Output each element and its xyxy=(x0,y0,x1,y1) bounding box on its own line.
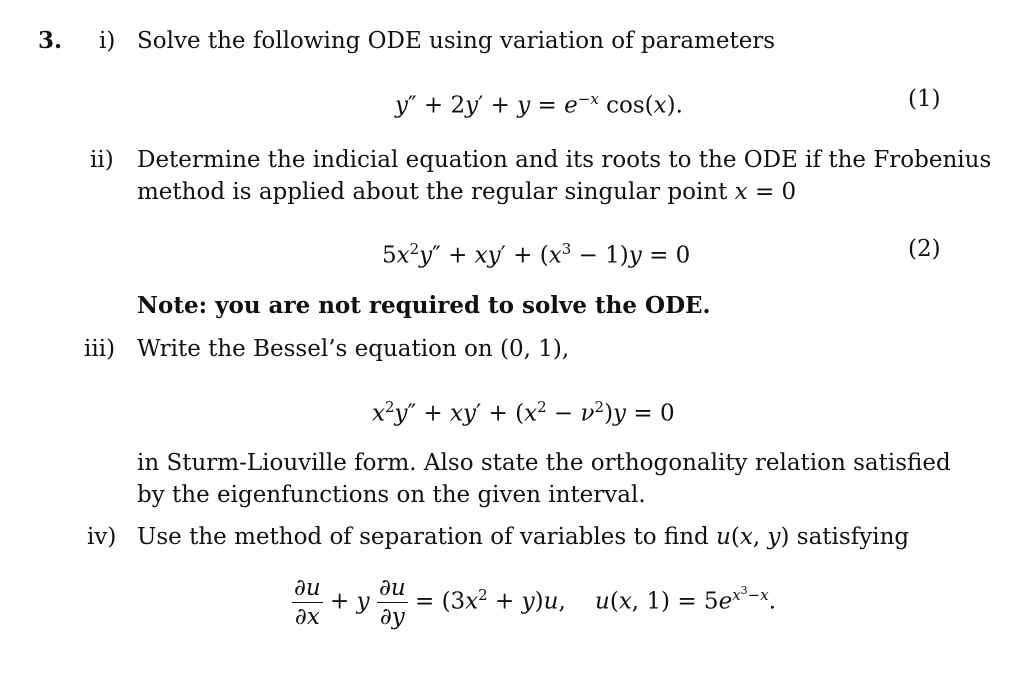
part-iii-after-line-2: by the eigenfunctions on the given interval. xyxy=(137,482,646,508)
equation-1: $y'' + 2y' + y = e^{-x}$ cos(x). xyxy=(395,90,683,119)
equation-1-number: (1) xyxy=(908,86,941,112)
question-number: 3. xyxy=(38,27,63,54)
part-iv-text: Use the method of separation of variables to find u(x, y) satisfying xyxy=(137,524,910,550)
note: Note: you are not required to solve the ODE. xyxy=(137,292,711,319)
part-ii-text-line-2: method is applied about the regular singular point x = 0 xyxy=(137,179,797,205)
equation-2-number: (2) xyxy=(908,236,941,262)
equation-2: $5x^2y'' + xy' + (x^3 - 1)y = 0$ xyxy=(382,240,691,269)
pde-equation: $\frac{\partial u}{\partial x}$ + y $\frac{\partial u}{\partial y}$ = $(3x^2 + y)u$, u(x, $1) = 5e^{x^3-x}$. xyxy=(294,575,777,630)
part-i-text: Solve the following ODE using variation of parameters xyxy=(137,28,776,54)
part-i-label: i) xyxy=(99,28,116,54)
part-iii-label: iii) xyxy=(84,336,116,362)
part-ii-label: ii) xyxy=(90,147,114,173)
part-iii-after-line-1: in Sturm-Liouville form. Also state the orthogonality relation satisfied xyxy=(137,450,951,476)
part-iii-text: Write the Bessel’s equation on (0, 1), xyxy=(137,336,570,362)
part-iv-label: iv) xyxy=(87,524,117,550)
part-ii-text-line-1: Determine the indicial equation and its roots to the ODE if the Frobenius xyxy=(137,147,992,173)
bessel-equation: $x^2y'' + xy' + (x^2 - \nu^2)y = 0$ xyxy=(372,398,675,427)
